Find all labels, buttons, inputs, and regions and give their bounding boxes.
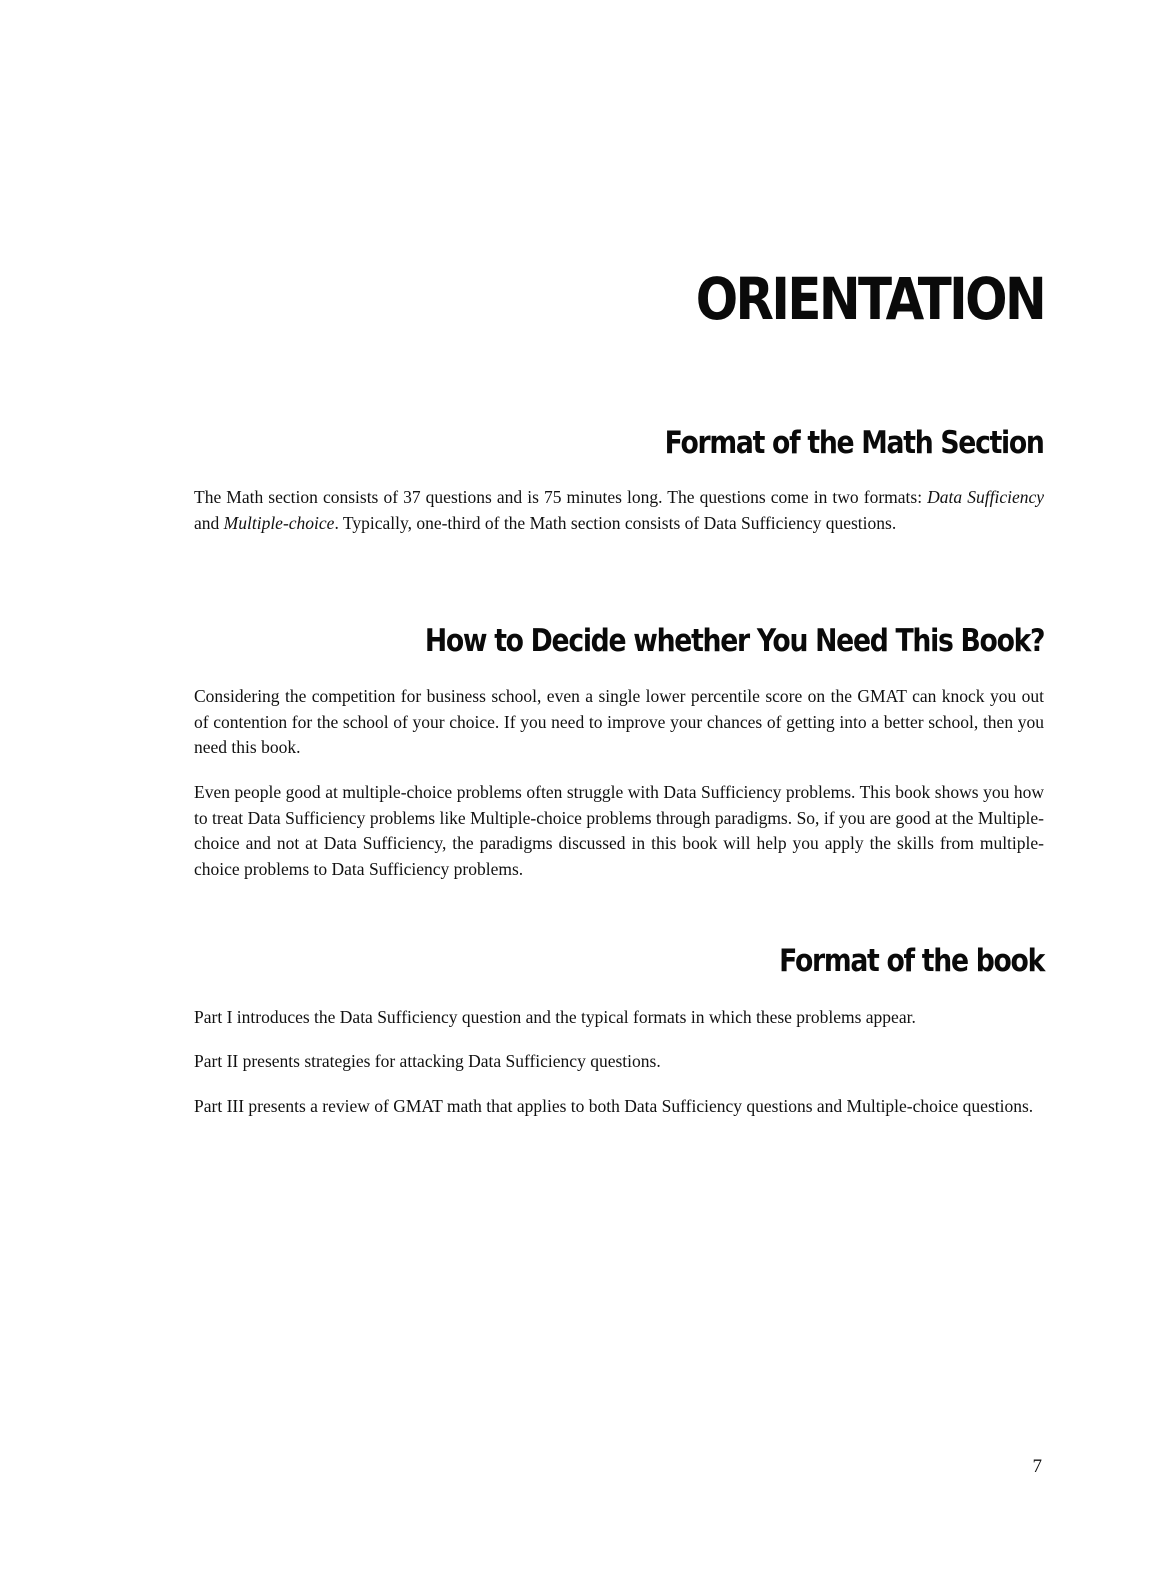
text-run: and [194,512,224,533]
italic-term-multiple-choice: Multiple-choice [223,512,335,533]
paragraph-part-two: Part II presents strategies for attacking Data Sufficiency questions. [194,1051,661,1071]
paragraph-need-book-1: Considering the competition for business school, even a single lower percentile score on the GMAT can knock you out of contention for the school of your choice. If you need to improve your chances of getting into a better school, then you need this book. [194,686,1044,757]
text-run: . Typically, one-third of the Math section consists of Data Sufficiency questions. [334,512,897,533]
chapter-title: ORIENTATION [695,265,1044,333]
paragraph-math-format [194,485,1044,536]
paragraph-need-book-2: Even people good at multiple-choice problems often struggle with Data Sufficiency problems. This book shows you how to treat Data Sufficiency problems like Multiple-choice problems through paradigms. So, if you are good at the Multiple-choice and not at Data Sufficiency, the paradigms discussed in this book will help you apply the skills from multiple-choice problems to Data Sufficiency problems. [194,782,1044,879]
paragraph-part-three: Part III presents a review of GMAT math that applies to both Data Sufficiency questions and Multiple-choice questions. [194,1096,1034,1116]
section-heading-need-book: How to Decide whether You Need This Book? [424,623,1044,659]
italic-term-data-sufficiency: Data Sufficiency [927,487,1045,507]
section-heading-book-format: Format of the book [779,943,1044,979]
page-number: 7 [1032,1456,1042,1477]
section-heading-math-format: Format of the Math Section [665,425,1044,461]
paragraph-part-one: Part I introduces the Data Sufficiency question and the typical formats in which these problems appear. [194,1007,916,1027]
text-run: The Math section consists of 37 questions and is 75 minutes long. The questions come in two formats: [194,487,928,507]
